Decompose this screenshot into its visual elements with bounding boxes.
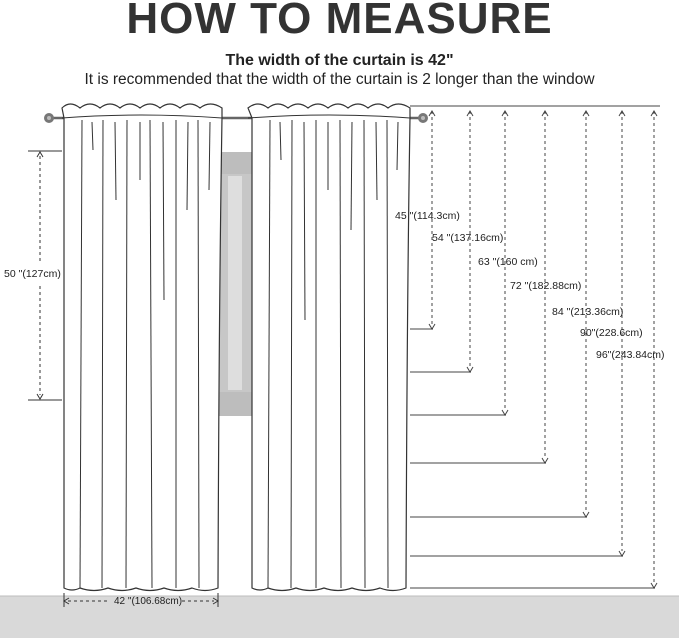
curtain-panel-left: [62, 104, 222, 591]
curtain-panel-right: [248, 104, 410, 591]
length-label-6: 90"(228.6cm): [580, 327, 643, 339]
length-label-7: 96"(243.84cm): [596, 349, 665, 361]
length-label-3: 63 "(160 cm): [478, 256, 538, 268]
recommendation-note: It is recommended that the width of the curtain is 2 longer than the window: [84, 71, 595, 88]
window-frame: [218, 152, 252, 416]
floor: [0, 596, 679, 638]
length-label-1: 45 "(114.3cm): [395, 210, 460, 222]
page-title: HOW TO MEASURE: [126, 0, 553, 43]
length-label-2: 54 "(137.16cm): [432, 232, 504, 244]
length-label-5: 84 "(213.36cm): [552, 306, 624, 318]
length-label-4: 72 "(182.88cm): [510, 280, 582, 292]
curtain-width-label: 42 "(106.68cm): [114, 596, 183, 607]
curtain-width-heading: The width of the curtain is 42": [225, 52, 454, 69]
window-height-label: 50 "(127cm): [4, 268, 61, 280]
